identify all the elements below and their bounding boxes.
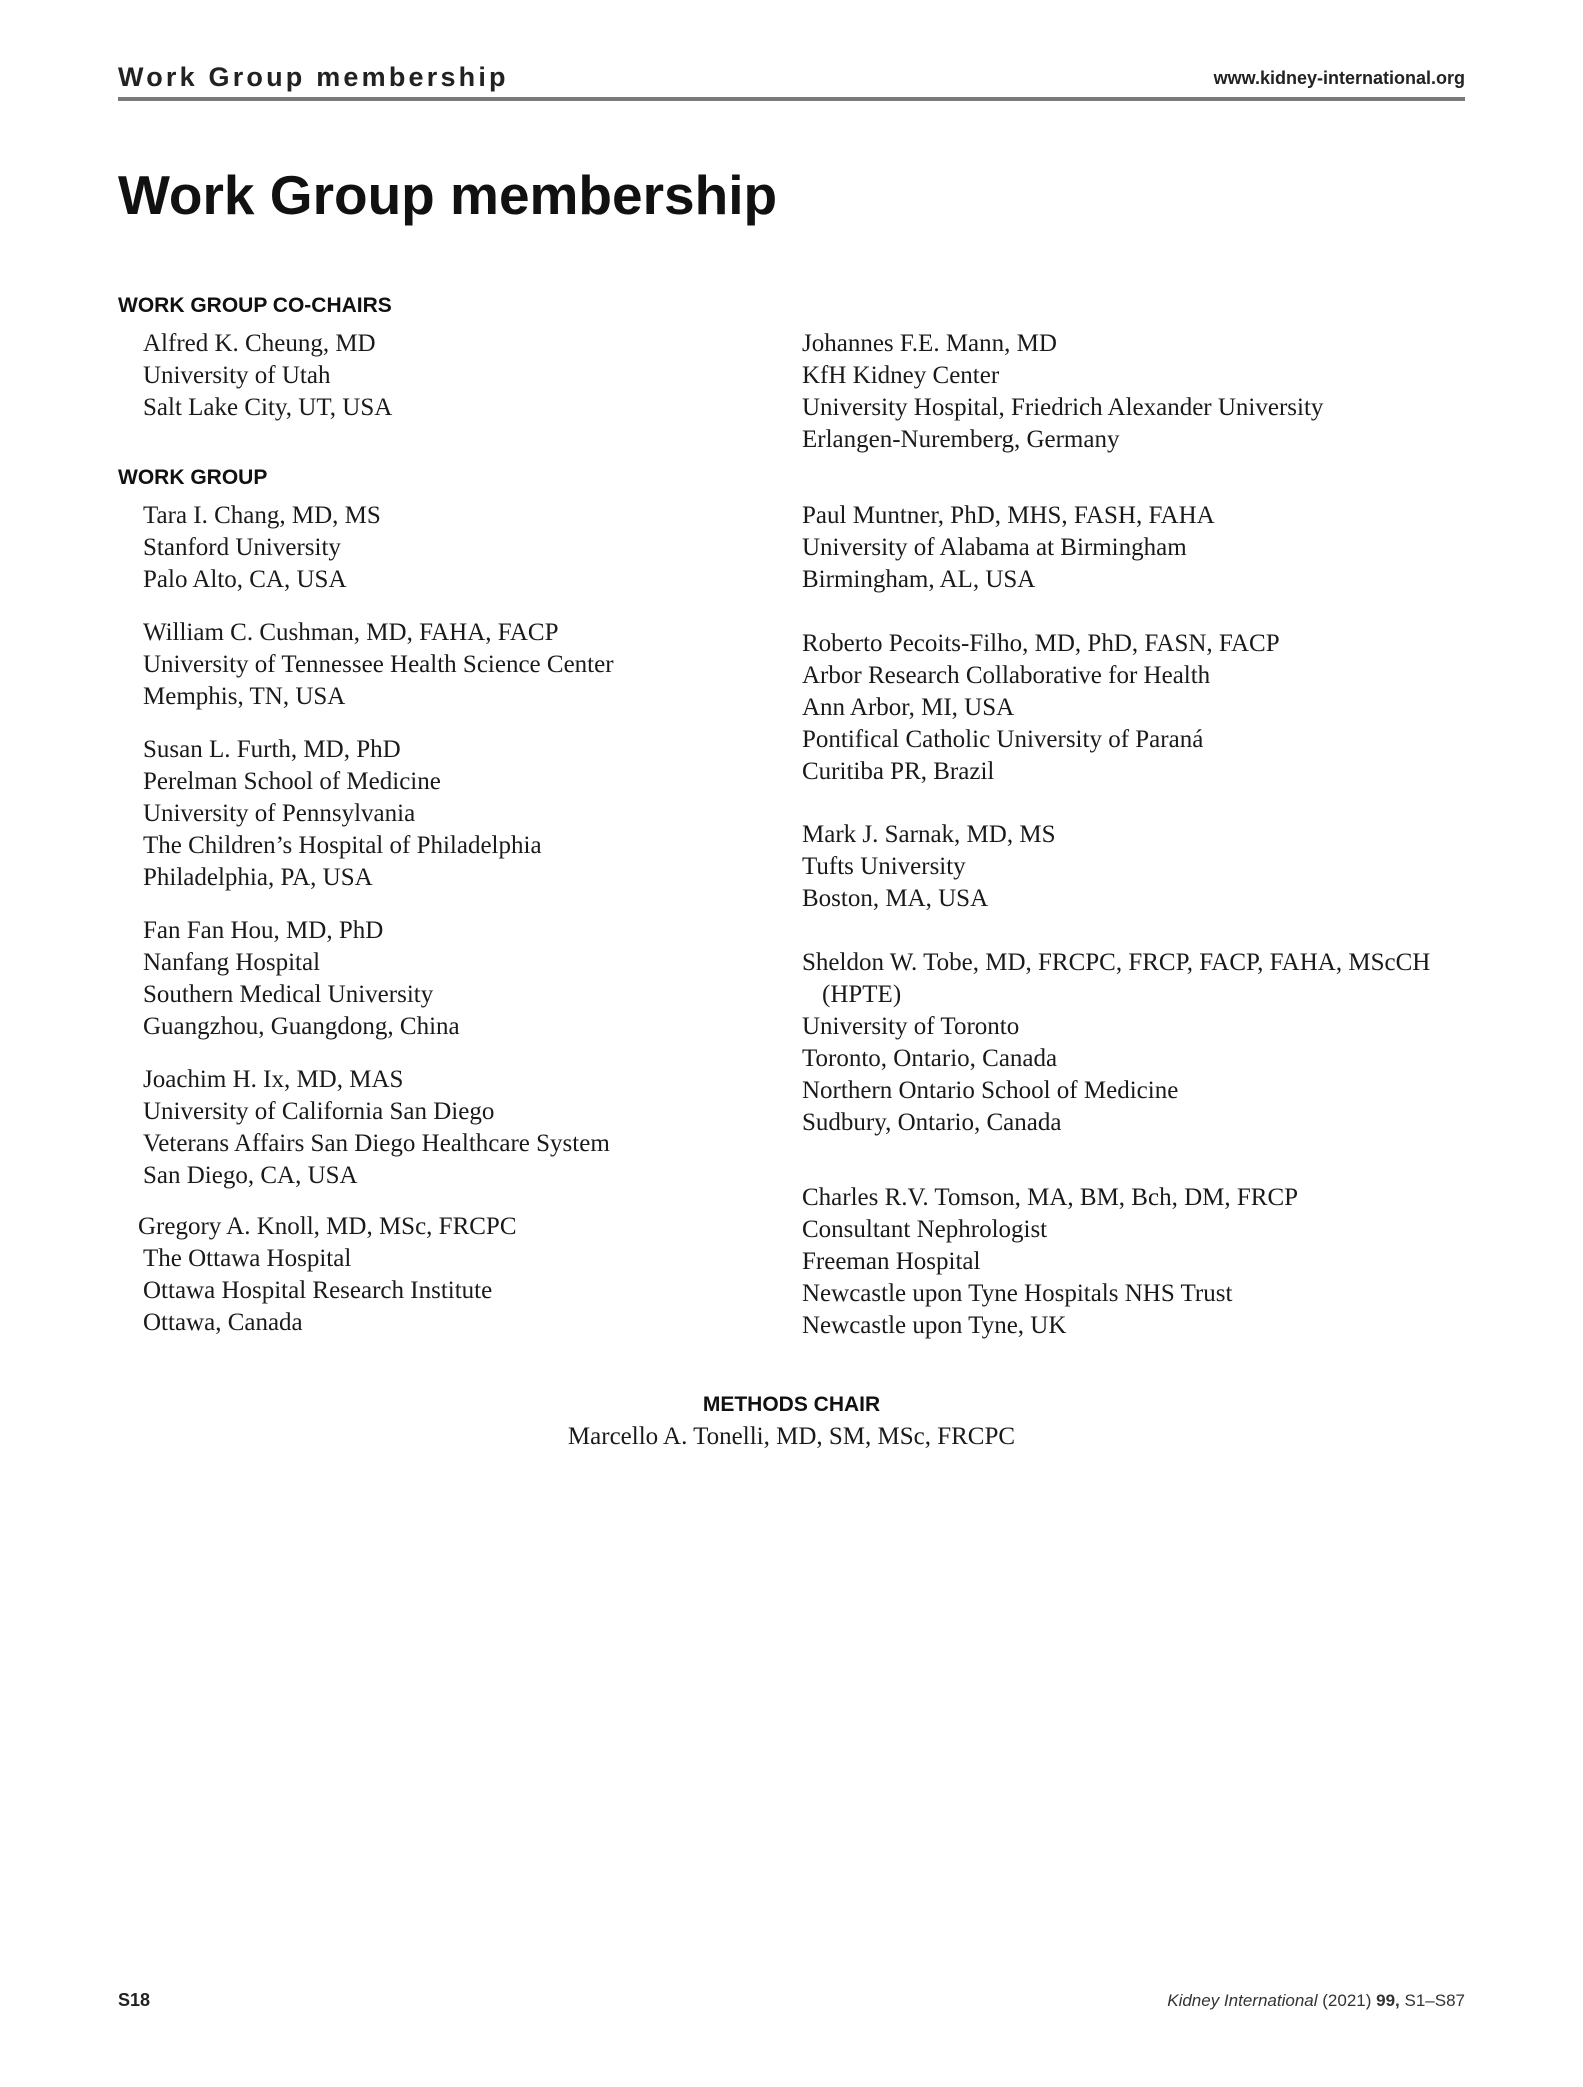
member-entry	[802, 819, 1055, 915]
member-location: San Diego, CA, USA	[143, 1162, 358, 1189]
member-name: William C. Cushman, MD, FAHA, FACP	[143, 619, 559, 646]
member-affiliation: Northern Ontario School of Medicine	[802, 1077, 1179, 1104]
member-location: Philadelphia, PA, USA	[143, 864, 373, 891]
member-affiliation: KfH Kidney Center	[802, 362, 1000, 389]
member-affiliation: University of Tennessee Health Science Center	[143, 651, 614, 678]
member-name: Tara I. Chang, MD, MS	[143, 502, 381, 529]
cochairs-heading: WORK GROUP CO-CHAIRS	[118, 294, 392, 317]
member-affiliation: Veterans Affairs San Diego Healthcare System	[143, 1130, 610, 1157]
member-name: Gregory A. Knoll, MD, MSc, FRCPC	[138, 1213, 517, 1240]
running-header	[118, 60, 1465, 100]
member-entry	[143, 500, 381, 596]
member-affiliation: Freeman Hospital	[802, 1248, 981, 1275]
page-number: S18	[118, 1990, 151, 2010]
member-location: Palo Alto, CA, USA	[143, 566, 347, 593]
header-rule	[118, 97, 1465, 101]
member-credential-continuation: (HPTE)	[822, 981, 902, 1008]
member-entry	[802, 1182, 1298, 1342]
member-name: Fan Fan Hou, MD, PhD	[143, 917, 384, 944]
member-location: Birmingham, AL, USA	[802, 566, 1036, 593]
member-name: Charles R.V. Tomson, MA, BM, Bch, DM, FRCP	[802, 1184, 1299, 1211]
methods-chair-heading: METHODS CHAIR	[702, 1393, 881, 1416]
member-affiliation: University of California San Diego	[143, 1098, 495, 1125]
member-location: Newcastle upon Tyne, UK	[802, 1312, 1067, 1339]
journal-pages: S1–S87	[1404, 1991, 1465, 2010]
member-entry	[802, 947, 1430, 1139]
member-affiliation: The Children’s Hospital of Philadelphia	[143, 832, 542, 859]
member-location: Ottawa, Canada	[143, 1309, 303, 1336]
member-name: Roberto Pecoits-Filho, MD, PhD, FASN, FACP	[802, 630, 1280, 657]
member-affiliation: Stanford University	[143, 534, 341, 561]
member-entry	[802, 628, 1280, 788]
member-location: Boston, MA, USA	[802, 885, 989, 912]
member-location: Toronto, Ontario, Canada	[802, 1045, 1058, 1072]
journal-name: Kidney International	[1167, 1991, 1318, 2010]
member-entry	[143, 734, 542, 894]
methods-chair-name: Marcello A. Tonelli, MD, SM, MSc, FRCPC	[567, 1423, 1016, 1450]
member-location: Guangzhou, Guangdong, China	[143, 1013, 460, 1040]
member-affiliation: Arbor Research Collaborative for Health	[802, 662, 1211, 689]
journal-year: (2021)	[1322, 1991, 1372, 2010]
member-location: Curitiba PR, Brazil	[802, 758, 995, 785]
member-name: Johannes F.E. Mann, MD	[802, 330, 1057, 357]
member-name: Sheldon W. Tobe, MD, FRCPC, FRCP, FACP, FAHA, MScCH	[802, 949, 1431, 976]
member-entry	[143, 915, 460, 1043]
member-affiliation: Tufts University	[802, 853, 966, 880]
member-name: Susan L. Furth, MD, PhD	[143, 736, 401, 763]
member-entry	[143, 328, 392, 424]
member-name: Paul Muntner, PhD, MHS, FASH, FAHA	[802, 502, 1215, 529]
member-entry	[138, 1211, 517, 1339]
journal-citation	[1167, 1991, 1465, 2011]
member-location: Salt Lake City, UT, USA	[143, 394, 393, 421]
member-entry	[802, 500, 1215, 596]
member-affiliation: Pontifical Catholic University of Paraná	[802, 726, 1204, 753]
member-affiliation: Consultant Nephrologist	[802, 1216, 1048, 1243]
page-title: Work Group membership	[118, 164, 778, 226]
journal-volume: 99,	[1376, 1991, 1400, 2010]
member-entry	[143, 1064, 610, 1192]
member-affiliation: Nanfang Hospital	[143, 949, 321, 976]
member-affiliation: The Ottawa Hospital	[143, 1245, 352, 1272]
member-entry	[802, 328, 1323, 456]
member-affiliation: Perelman School of Medicine	[143, 768, 441, 795]
member-name: Joachim H. Ix, MD, MAS	[143, 1066, 404, 1093]
member-location: Erlangen-Nuremberg, Germany	[802, 426, 1120, 453]
member-affiliation: Newcastle upon Tyne Hospitals NHS Trust	[802, 1280, 1233, 1307]
member-name: Alfred K. Cheung, MD	[143, 330, 376, 357]
work-group-heading: WORK GROUP	[118, 466, 268, 489]
member-location: Ann Arbor, MI, USA	[802, 694, 1015, 721]
member-affiliation: Southern Medical University	[143, 981, 434, 1008]
member-affiliation: University Hospital, Friedrich Alexander University	[802, 394, 1324, 421]
member-affiliation: University of Utah	[143, 362, 331, 389]
running-title: Work Group membership	[118, 62, 509, 92]
journal-url-link[interactable]: www.kidney-international.org	[1213, 68, 1465, 88]
member-affiliation: University of Alabama at Birmingham	[802, 534, 1187, 561]
member-affiliation: University of Toronto	[802, 1013, 1020, 1040]
member-entry	[143, 617, 614, 713]
member-name: Mark J. Sarnak, MD, MS	[802, 821, 1056, 848]
member-affiliation: University of Pennsylvania	[143, 800, 416, 827]
member-location: Sudbury, Ontario, Canada	[802, 1109, 1062, 1136]
member-location: Memphis, TN, USA	[143, 683, 346, 710]
member-affiliation: Ottawa Hospital Research Institute	[143, 1277, 493, 1304]
